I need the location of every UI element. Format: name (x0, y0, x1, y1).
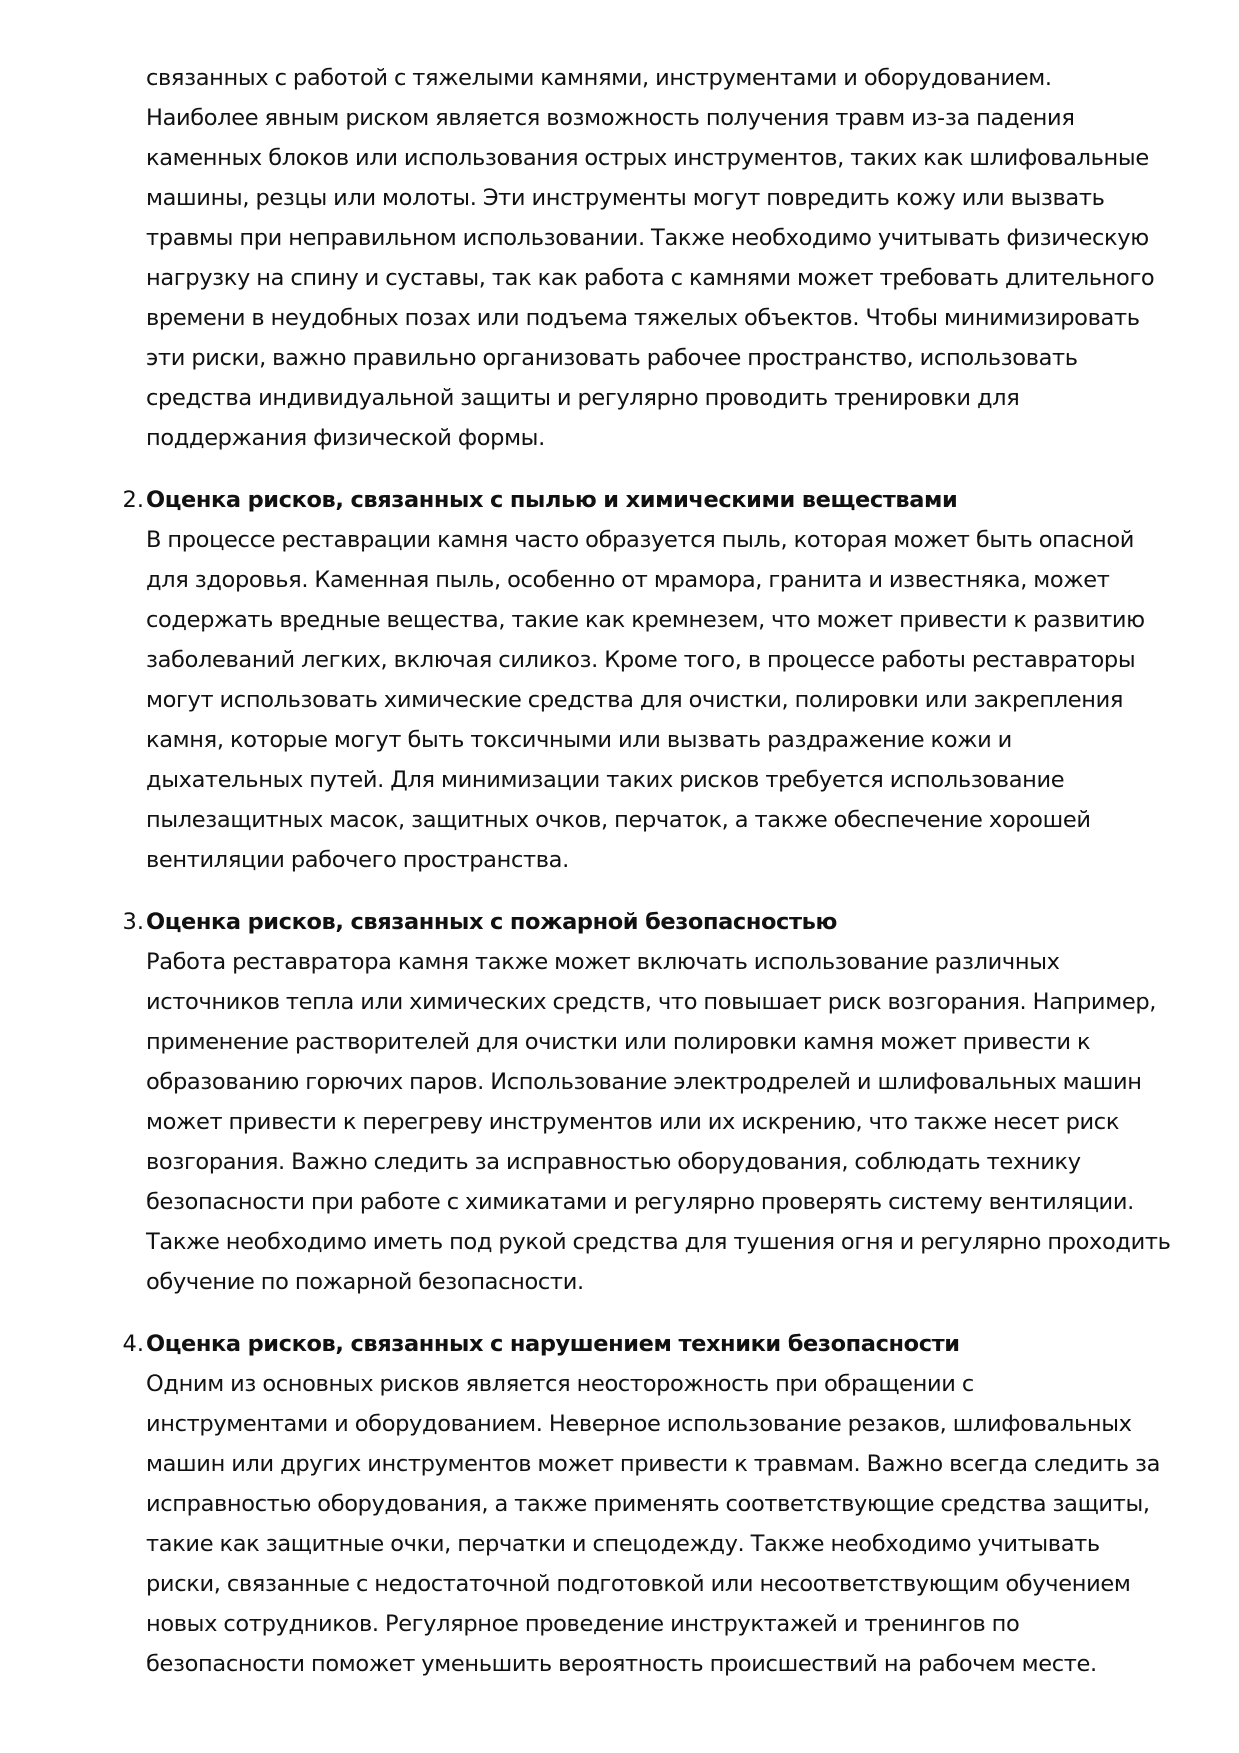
section-dust-chemicals (122, 480, 1156, 880)
paragraph-line: средства индивидуальной защиты и регулярно проводить тренировки для (146, 385, 1020, 411)
paragraph-line: исправностью оборудования, а также применять соответствующие средства защиты, (146, 1491, 1150, 1517)
risk-sections-list (0, 480, 1239, 1684)
paragraph-line: дыхательных путей. Для минимизации таких рисков требуется использование (146, 767, 1065, 793)
section-title: Оценка рисков, связанных с нарушением техники безопасности (146, 1331, 960, 1357)
paragraph-line: риски, связанные с недостаточной подготовкой или несоответствующим обучением (146, 1571, 1131, 1597)
section-number: 2. (122, 487, 144, 513)
paragraph-line: содержать вредные вещества, такие как кремнезем, что может привести к развитию (146, 607, 1145, 633)
continuation-paragraph (146, 58, 1156, 458)
paragraph-line: Работа реставратора камня также может включать использование различных (146, 949, 1060, 975)
paragraph-line: камня, которые могут быть токсичными или вызвать раздражение кожи и (146, 727, 1012, 753)
paragraph-line: возгорания. Важно следить за исправностью оборудования, соблюдать технику (146, 1149, 1081, 1175)
section-title: Оценка рисков, связанных с пожарной безопасностью (146, 909, 837, 935)
paragraph-line: В процессе реставрации камня часто образуется пыль, которая может быть опасной (146, 527, 1135, 553)
paragraph-line: машин или других инструментов может привести к травмам. Важно всегда следить за (146, 1451, 1161, 1477)
paragraph-line: вентиляции рабочего пространства. (146, 847, 569, 873)
paragraph-line: машины, резцы или молоты. Эти инструменты могут повредить кожу или вызвать (146, 185, 1105, 211)
section-title: Оценка рисков, связанных с пылью и химическими веществами (146, 487, 958, 513)
paragraph-line: обучение по пожарной безопасности. (146, 1269, 584, 1295)
section-number: 3. (122, 909, 144, 935)
section-body (146, 942, 1171, 1302)
paragraph-line: поддержания физической формы. (146, 425, 545, 451)
paragraph-line: для здоровья. Каменная пыль, особенно от мрамора, гранита и известняка, может (146, 567, 1110, 593)
paragraph-line: безопасности поможет уменьшить вероятность происшествий на рабочем месте. (146, 1651, 1097, 1677)
paragraph-line: времени в неудобных позах или подъема тяжелых объектов. Чтобы минимизировать (146, 305, 1140, 331)
paragraph-line: инструментами и оборудованием. Неверное использование резаков, шлифовальных (146, 1411, 1132, 1437)
paragraph-line: связанных с работой с тяжелыми камнями, инструментами и оборудованием. (146, 65, 1052, 91)
paragraph-line: новых сотрудников. Регулярное проведение инструктажей и тренингов по (146, 1611, 1020, 1637)
paragraph-line: безопасности при работе с химикатами и регулярно проверять систему вентиляции. (146, 1189, 1134, 1215)
paragraph-line: образованию горючих паров. Использование электродрелей и шлифовальных машин (146, 1069, 1142, 1095)
section-fire-safety (122, 902, 1171, 1302)
paragraph-line: эти риски, важно правильно организовать рабочее пространство, использовать (146, 345, 1078, 371)
paragraph-line: такие как защитные очки, перчатки и спецодежду. Также необходимо учитывать (146, 1531, 1100, 1557)
paragraph-line: может привести к перегреву инструментов или их искрению, что также несет риск (146, 1109, 1120, 1135)
section-body (146, 1364, 1161, 1684)
paragraph-line: каменных блоков или использования острых инструментов, таких как шлифовальные (146, 145, 1149, 171)
section-number: 4. (122, 1331, 144, 1357)
paragraph-line: пылезащитных масок, защитных очков, перчаток, а также обеспечение хорошей (146, 807, 1091, 833)
paragraph-line: применение растворителей для очистки или полировки камня может привести к (146, 1029, 1091, 1055)
paragraph-line: Одним из основных рисков является неосторожность при обращении с (146, 1371, 974, 1397)
section-safety-violations (122, 1324, 1161, 1684)
paragraph-line: могут использовать химические средства для очистки, полировки или закрепления (146, 687, 1124, 713)
paragraph-line: Также необходимо иметь под рукой средства для тушения огня и регулярно проходить (146, 1229, 1171, 1255)
paragraph-line: Наиболее явным риском является возможность получения травм из-за падения (146, 105, 1075, 131)
section-body (146, 520, 1156, 880)
paragraph-line: травмы при неправильном использовании. Также необходимо учитывать физическую (146, 225, 1149, 251)
paragraph-line: источников тепла или химических средств, что повышает риск возгорания. Например, (146, 989, 1157, 1015)
paragraph-line: заболеваний легких, включая силикоз. Кроме того, в процессе работы реставраторы (146, 647, 1136, 673)
paragraph-line: нагрузку на спину и суставы, так как работа с камнями может требовать длительного (146, 265, 1155, 291)
